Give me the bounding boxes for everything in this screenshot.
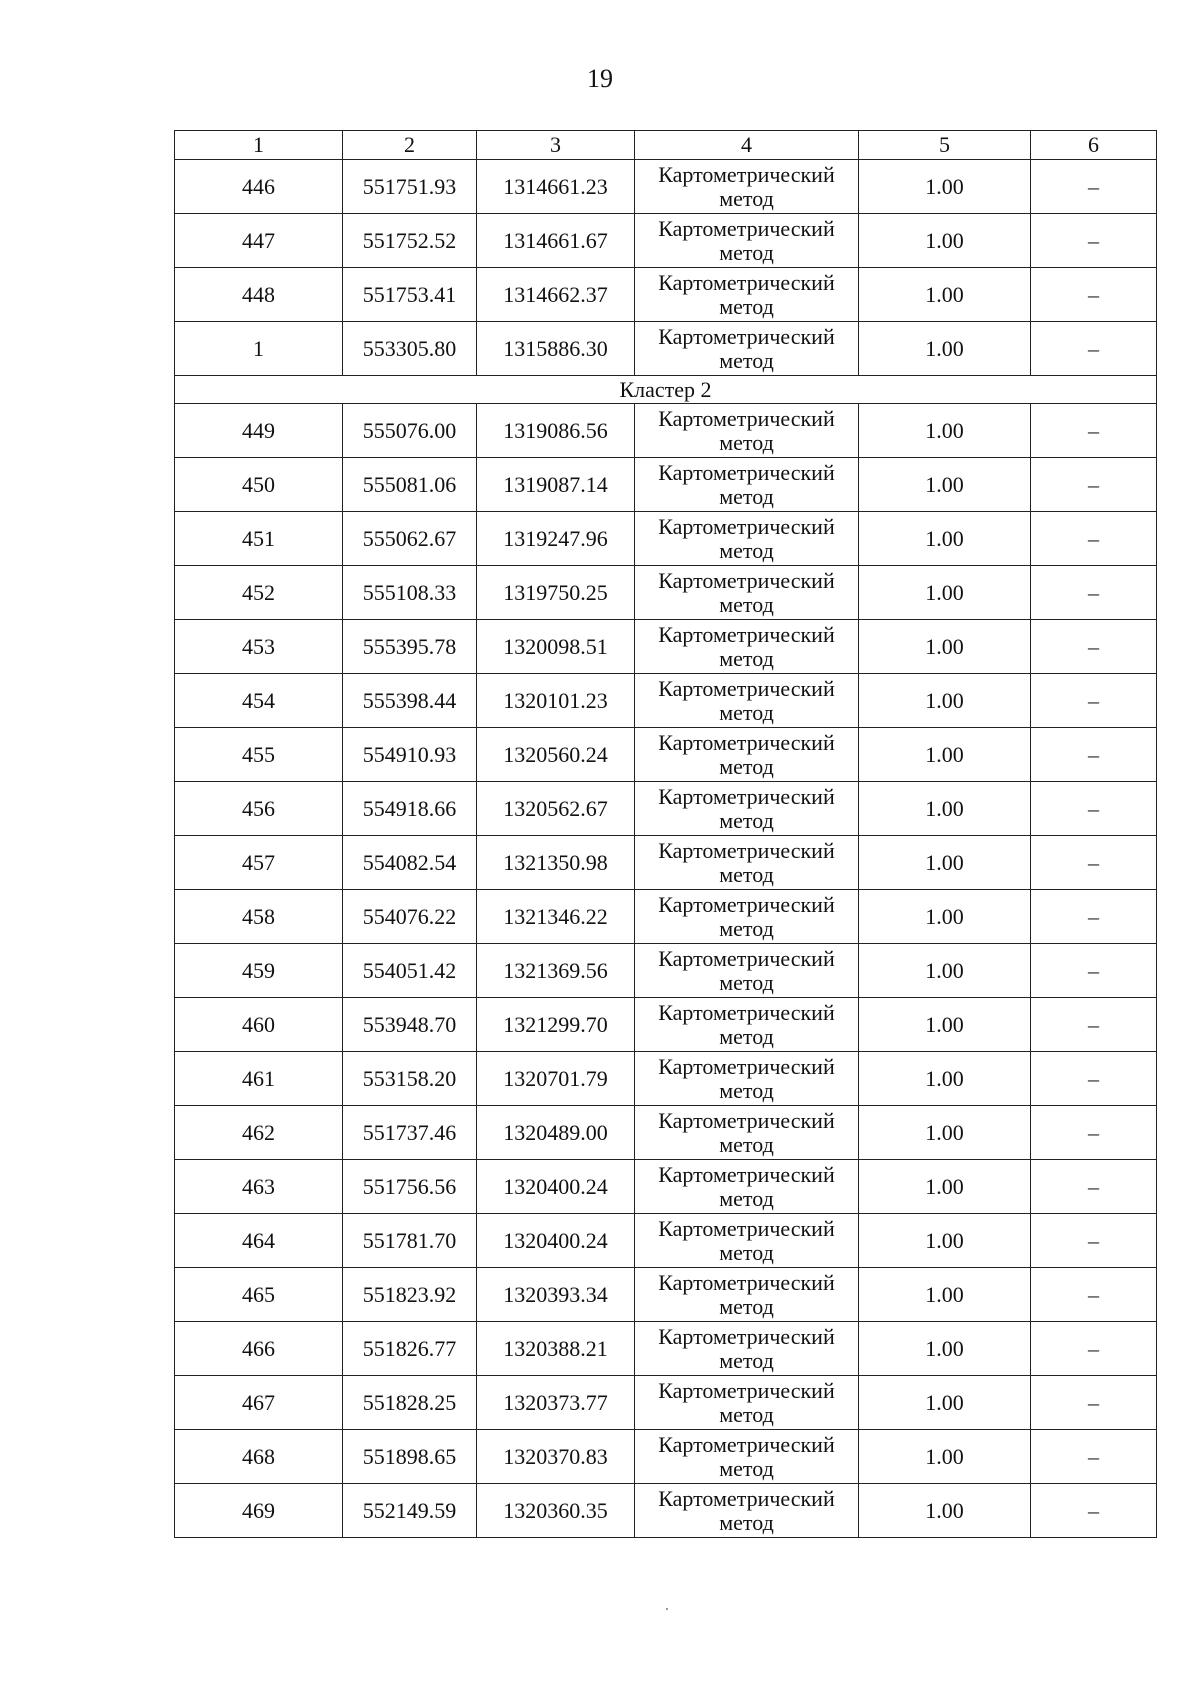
y-coordinate-cell: 1319086.56 [477, 404, 635, 458]
x-coordinate-cell: 551753.41 [343, 268, 477, 322]
x-coordinate-cell: 553158.20 [343, 1052, 477, 1106]
note-cell: – [1031, 782, 1157, 836]
method-line-2: метод [719, 1023, 774, 1049]
method-line-1: Картометрический [658, 729, 835, 755]
method-cell [635, 998, 859, 1052]
method-line-2: метод [719, 347, 774, 373]
x-coordinate-cell: 554076.22 [343, 890, 477, 944]
y-coordinate-cell: 1320373.77 [477, 1376, 635, 1430]
point-number-cell: 451 [175, 512, 343, 566]
point-number-cell: 464 [175, 1214, 343, 1268]
x-coordinate-cell: 551751.93 [343, 160, 477, 214]
method-cell [635, 512, 859, 566]
y-coordinate-cell: 1320701.79 [477, 1052, 635, 1106]
y-coordinate-cell: 1320388.21 [477, 1322, 635, 1376]
point-number-cell: 450 [175, 458, 343, 512]
x-coordinate-cell: 551756.56 [343, 1160, 477, 1214]
method-line-1: Картометрический [658, 323, 835, 349]
point-number-cell: 448 [175, 268, 343, 322]
method-line-2: метод [719, 1401, 774, 1427]
point-number-cell: 458 [175, 890, 343, 944]
note-cell: – [1031, 620, 1157, 674]
table-row [175, 1484, 1157, 1538]
note-cell: – [1031, 404, 1157, 458]
y-coordinate-cell: 1320560.24 [477, 728, 635, 782]
point-number-cell: 469 [175, 1484, 343, 1538]
method-cell [635, 1322, 859, 1376]
note-cell: – [1031, 1376, 1157, 1430]
point-number-cell: 459 [175, 944, 343, 998]
note-cell: – [1031, 214, 1157, 268]
table-row [175, 566, 1157, 620]
y-coordinate-cell: 1315886.30 [477, 322, 635, 376]
page-number: 19 [587, 64, 613, 93]
accuracy-cell: 1.00 [859, 620, 1031, 674]
point-number-cell: 461 [175, 1052, 343, 1106]
point-number-cell: 460 [175, 998, 343, 1052]
accuracy-cell: 1.00 [859, 674, 1031, 728]
scan-speck [666, 1608, 668, 1610]
x-coordinate-cell: 552149.59 [343, 1484, 477, 1538]
accuracy-cell: 1.00 [859, 160, 1031, 214]
note-cell: – [1031, 160, 1157, 214]
accuracy-cell: 1.00 [859, 458, 1031, 512]
method-line-2: метод [719, 1077, 774, 1103]
point-number-cell: 455 [175, 728, 343, 782]
method-line-2: метод [719, 185, 774, 211]
method-line-2: метод [719, 1293, 774, 1319]
y-coordinate-cell: 1320370.83 [477, 1430, 635, 1484]
point-number-cell: 453 [175, 620, 343, 674]
method-line-1: Картометрический [658, 1161, 835, 1187]
accuracy-cell: 1.00 [859, 782, 1031, 836]
method-line-1: Картометрический [658, 405, 835, 431]
note-cell: – [1031, 944, 1157, 998]
table-body [175, 131, 1157, 1538]
x-coordinate-cell: 555081.06 [343, 458, 477, 512]
method-line-1: Картометрический [658, 999, 835, 1025]
method-line-1: Картометрический [658, 567, 835, 593]
method-line-2: метод [719, 969, 774, 995]
accuracy-cell: 1.00 [859, 1430, 1031, 1484]
method-cell [635, 268, 859, 322]
table-row [175, 1160, 1157, 1214]
accuracy-cell: 1.00 [859, 214, 1031, 268]
header-cell-3: 3 [477, 131, 635, 160]
header-cell-1: 1 [175, 131, 343, 160]
y-coordinate-cell: 1320562.67 [477, 782, 635, 836]
accuracy-cell: 1.00 [859, 1322, 1031, 1376]
note-cell: – [1031, 674, 1157, 728]
method-line-2: метод [719, 753, 774, 779]
method-line-1: Картометрический [658, 945, 835, 971]
note-cell: – [1031, 1430, 1157, 1484]
x-coordinate-cell: 551826.77 [343, 1322, 477, 1376]
accuracy-cell: 1.00 [859, 944, 1031, 998]
method-line-2: метод [719, 861, 774, 887]
method-cell [635, 728, 859, 782]
method-line-1: Картометрический [658, 1053, 835, 1079]
x-coordinate-cell: 555398.44 [343, 674, 477, 728]
method-line-1: Картометрический [658, 1431, 835, 1457]
method-line-1: Картометрический [658, 891, 835, 917]
note-cell: – [1031, 1484, 1157, 1538]
method-cell [635, 1052, 859, 1106]
note-cell: – [1031, 1106, 1157, 1160]
note-cell: – [1031, 890, 1157, 944]
x-coordinate-cell: 551898.65 [343, 1430, 477, 1484]
x-coordinate-cell: 551781.70 [343, 1214, 477, 1268]
x-coordinate-cell: 555395.78 [343, 620, 477, 674]
table-row [175, 160, 1157, 214]
y-coordinate-cell: 1314662.37 [477, 268, 635, 322]
method-line-2: метод [719, 1509, 774, 1535]
method-line-2: метод [719, 699, 774, 725]
y-coordinate-cell: 1320098.51 [477, 620, 635, 674]
accuracy-cell: 1.00 [859, 268, 1031, 322]
table-row [175, 214, 1157, 268]
y-coordinate-cell: 1320400.24 [477, 1160, 635, 1214]
coordinates-table [174, 130, 1157, 1538]
y-coordinate-cell: 1320360.35 [477, 1484, 635, 1538]
method-cell [635, 674, 859, 728]
accuracy-cell: 1.00 [859, 728, 1031, 782]
header-cell-4: 4 [635, 131, 859, 160]
accuracy-cell: 1.00 [859, 404, 1031, 458]
method-line-1: Картометрический [658, 621, 835, 647]
note-cell: – [1031, 728, 1157, 782]
method-cell [635, 566, 859, 620]
method-line-1: Картометрический [658, 269, 835, 295]
note-cell: – [1031, 998, 1157, 1052]
y-coordinate-cell: 1314661.23 [477, 160, 635, 214]
x-coordinate-cell: 553305.80 [343, 322, 477, 376]
y-coordinate-cell: 1320393.34 [477, 1268, 635, 1322]
y-coordinate-cell: 1321346.22 [477, 890, 635, 944]
method-line-1: Картометрический [658, 1269, 835, 1295]
accuracy-cell: 1.00 [859, 1484, 1031, 1538]
point-number-cell: 446 [175, 160, 343, 214]
point-number-cell: 449 [175, 404, 343, 458]
table-row [175, 890, 1157, 944]
y-coordinate-cell: 1314661.67 [477, 214, 635, 268]
x-coordinate-cell: 553948.70 [343, 998, 477, 1052]
method-cell [635, 782, 859, 836]
method-line-1: Картометрический [658, 675, 835, 701]
method-cell [635, 1484, 859, 1538]
method-cell [635, 322, 859, 376]
note-cell: – [1031, 566, 1157, 620]
y-coordinate-cell: 1319087.14 [477, 458, 635, 512]
method-line-1: Картометрический [658, 1323, 835, 1349]
table-row [175, 1430, 1157, 1484]
y-coordinate-cell: 1320101.23 [477, 674, 635, 728]
method-line-2: метод [719, 1131, 774, 1157]
accuracy-cell: 1.00 [859, 890, 1031, 944]
note-cell: – [1031, 1214, 1157, 1268]
method-line-1: Картометрический [658, 161, 835, 187]
method-line-2: метод [719, 645, 774, 671]
accuracy-cell: 1.00 [859, 512, 1031, 566]
note-cell: – [1031, 1052, 1157, 1106]
method-line-1: Картометрический [658, 513, 835, 539]
table-row [175, 998, 1157, 1052]
note-cell: – [1031, 268, 1157, 322]
table-row [175, 1052, 1157, 1106]
header-row [175, 131, 1157, 160]
point-number-cell: 466 [175, 1322, 343, 1376]
point-number-cell: 1 [175, 322, 343, 376]
table-row [175, 836, 1157, 890]
table-row [175, 1214, 1157, 1268]
method-line-2: метод [719, 1347, 774, 1373]
method-line-2: метод [719, 915, 774, 941]
method-line-1: Картометрический [658, 1107, 835, 1133]
method-cell [635, 836, 859, 890]
y-coordinate-cell: 1320489.00 [477, 1106, 635, 1160]
note-cell: – [1031, 322, 1157, 376]
table-row [175, 1322, 1157, 1376]
point-number-cell: 462 [175, 1106, 343, 1160]
method-cell [635, 458, 859, 512]
method-line-1: Картометрический [658, 837, 835, 863]
method-line-2: метод [719, 591, 774, 617]
point-number-cell: 452 [175, 566, 343, 620]
method-cell [635, 1106, 859, 1160]
y-coordinate-cell: 1320400.24 [477, 1214, 635, 1268]
x-coordinate-cell: 551737.46 [343, 1106, 477, 1160]
table-row [175, 404, 1157, 458]
x-coordinate-cell: 551823.92 [343, 1268, 477, 1322]
table-row [175, 674, 1157, 728]
method-cell [635, 404, 859, 458]
table-row [175, 728, 1157, 782]
point-number-cell: 463 [175, 1160, 343, 1214]
note-cell: – [1031, 1160, 1157, 1214]
header-cell-6: 6 [1031, 131, 1157, 160]
method-cell [635, 1160, 859, 1214]
accuracy-cell: 1.00 [859, 322, 1031, 376]
cluster-label: Кластер 2 [175, 376, 1157, 404]
method-line-1: Картометрический [658, 783, 835, 809]
x-coordinate-cell: 551752.52 [343, 214, 477, 268]
point-number-cell: 454 [175, 674, 343, 728]
method-line-1: Картометрический [658, 1215, 835, 1241]
method-cell [635, 620, 859, 674]
x-coordinate-cell: 555062.67 [343, 512, 477, 566]
accuracy-cell: 1.00 [859, 1106, 1031, 1160]
table-row [175, 782, 1157, 836]
x-coordinate-cell: 555108.33 [343, 566, 477, 620]
cluster-row [175, 376, 1157, 404]
point-number-cell: 468 [175, 1430, 343, 1484]
point-number-cell: 465 [175, 1268, 343, 1322]
y-coordinate-cell: 1319750.25 [477, 566, 635, 620]
accuracy-cell: 1.00 [859, 1214, 1031, 1268]
accuracy-cell: 1.00 [859, 1052, 1031, 1106]
x-coordinate-cell: 551828.25 [343, 1376, 477, 1430]
accuracy-cell: 1.00 [859, 566, 1031, 620]
method-cell [635, 1214, 859, 1268]
table-row [175, 322, 1157, 376]
y-coordinate-cell: 1321350.98 [477, 836, 635, 890]
method-cell [635, 1268, 859, 1322]
method-cell [635, 160, 859, 214]
method-line-2: метод [719, 483, 774, 509]
accuracy-cell: 1.00 [859, 836, 1031, 890]
note-cell: – [1031, 1322, 1157, 1376]
header-cell-2: 2 [343, 131, 477, 160]
y-coordinate-cell: 1321369.56 [477, 944, 635, 998]
accuracy-cell: 1.00 [859, 998, 1031, 1052]
x-coordinate-cell: 554082.54 [343, 836, 477, 890]
table-row [175, 1106, 1157, 1160]
method-line-2: метод [719, 537, 774, 563]
table-row [175, 458, 1157, 512]
y-coordinate-cell: 1321299.70 [477, 998, 635, 1052]
point-number-cell: 467 [175, 1376, 343, 1430]
note-cell: – [1031, 836, 1157, 890]
point-number-cell: 457 [175, 836, 343, 890]
x-coordinate-cell: 554910.93 [343, 728, 477, 782]
table-row [175, 944, 1157, 998]
method-line-2: метод [719, 1239, 774, 1265]
method-cell [635, 1430, 859, 1484]
method-line-1: Картометрический [658, 1377, 835, 1403]
header-cell-5: 5 [859, 131, 1031, 160]
x-coordinate-cell: 554918.66 [343, 782, 477, 836]
method-cell [635, 214, 859, 268]
y-coordinate-cell: 1319247.96 [477, 512, 635, 566]
method-line-1: Картометрический [658, 215, 835, 241]
method-line-2: метод [719, 1185, 774, 1211]
method-line-2: метод [719, 239, 774, 265]
table-row [175, 268, 1157, 322]
method-line-2: метод [719, 1455, 774, 1481]
method-line-1: Картометрический [658, 1485, 835, 1511]
method-cell [635, 944, 859, 998]
table-row [175, 512, 1157, 566]
method-cell [635, 890, 859, 944]
method-line-2: метод [719, 807, 774, 833]
point-number-cell: 447 [175, 214, 343, 268]
x-coordinate-cell: 555076.00 [343, 404, 477, 458]
note-cell: – [1031, 458, 1157, 512]
note-cell: – [1031, 512, 1157, 566]
accuracy-cell: 1.00 [859, 1268, 1031, 1322]
method-line-1: Картометрический [658, 459, 835, 485]
method-cell [635, 1376, 859, 1430]
table-row [175, 1376, 1157, 1430]
note-cell: – [1031, 1268, 1157, 1322]
table-row [175, 620, 1157, 674]
method-line-2: метод [719, 293, 774, 319]
accuracy-cell: 1.00 [859, 1160, 1031, 1214]
table-row [175, 1268, 1157, 1322]
method-line-2: метод [719, 429, 774, 455]
point-number-cell: 456 [175, 782, 343, 836]
accuracy-cell: 1.00 [859, 1376, 1031, 1430]
x-coordinate-cell: 554051.42 [343, 944, 477, 998]
